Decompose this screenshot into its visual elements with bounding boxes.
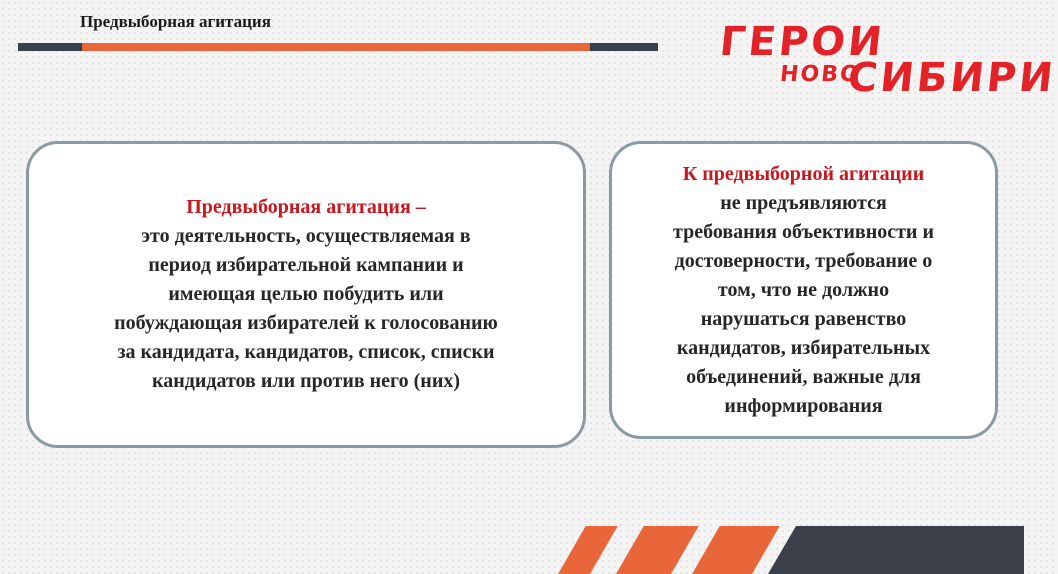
logo	[717, 19, 1058, 102]
decor-stripe-orange	[558, 526, 618, 574]
decor-stripe-orange	[616, 526, 699, 574]
requirements-line: кандидатов, избирательных	[676, 336, 931, 359]
logo-word-sibiri: СИБИРИ	[845, 55, 1058, 101]
definition-line: побуждающая избирателей к голосованию	[114, 312, 498, 334]
requirements-line: том, что не должно	[717, 278, 890, 301]
requirements-line: информирования	[724, 394, 883, 417]
decor-stripe-orange	[692, 526, 780, 574]
requirements-line: достоверности, требование о	[674, 249, 933, 272]
decor-stripe-dark	[796, 526, 1024, 574]
definition-line: период избирательной кампании и	[148, 254, 464, 276]
title-underline-left	[18, 43, 82, 51]
title-underline-right	[590, 43, 658, 51]
logo-word-novo: НОВО	[778, 62, 862, 87]
definition-line: это деятельность, осуществляемая в	[141, 225, 471, 247]
requirements-line: объединений, важные для	[686, 365, 921, 388]
requirements-line: нарушаться равенство	[700, 307, 907, 330]
requirements-line: не предъявляются	[720, 191, 887, 214]
requirements-card	[609, 141, 998, 439]
title-underline-middle	[82, 43, 590, 51]
definition-line: за кандидата, кандидатов, список, списки	[117, 341, 495, 363]
definition-heading: Предвыборная агитация –	[186, 196, 426, 218]
definition-card	[26, 141, 586, 448]
slide-title: Предвыборная агитация	[80, 12, 271, 31]
definition-line: имеющая целью побудить или	[168, 283, 444, 305]
requirements-heading: К предвыборной агитации	[682, 162, 925, 185]
requirements-line: требования объективности и	[673, 220, 934, 243]
logo-word-geroi: ГЕРОИ	[717, 19, 888, 65]
definition-line: кандидатов или против него (них)	[152, 370, 460, 392]
